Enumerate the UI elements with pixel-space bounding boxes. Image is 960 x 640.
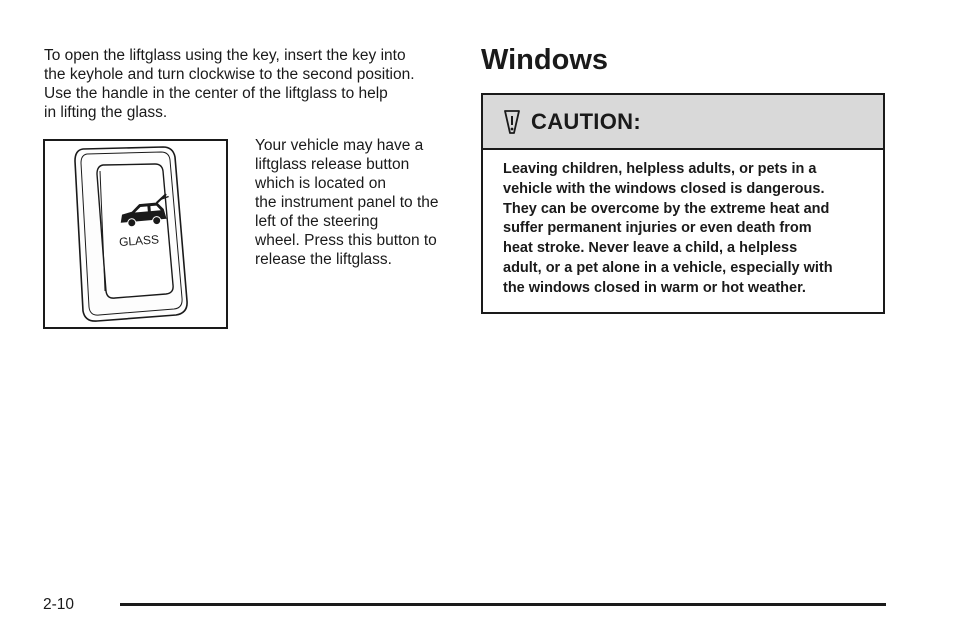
intro-paragraph: To open the liftglass using the key, insert the key into the keyhole and turn clockwise to the second position. Use the handle in the center of the liftglass to help in lifting the glass. [44,47,415,121]
page-number: 2-10 [43,596,75,613]
section-heading: Windows [481,44,609,76]
glass-button-label: GLASS [118,232,160,250]
liftglass-button-drawing [45,141,226,327]
caution-box [481,93,885,314]
caution-header [483,95,883,150]
liftglass-button-illustration [43,139,228,329]
caution-title: CAUTION: [531,108,641,134]
caution-icon [501,109,523,135]
caution-body: Leaving children, helpless adults, or pets in a vehicle with the windows closed is dangerous. They can be overcome by the extreme heat and suffer permanent injuries or even death from heat stroke. Never leave a child, a helpless adult, or a pet alone in a vehicle, especially with the windows closed in warm or hot weather. [503,161,833,296]
release-button-paragraph: Your vehicle may have a liftglass release button which is located on the instrument panel to the left of the steering wheel. Press this button to release the liftglass. [255,137,439,268]
footer-rule [120,603,886,606]
